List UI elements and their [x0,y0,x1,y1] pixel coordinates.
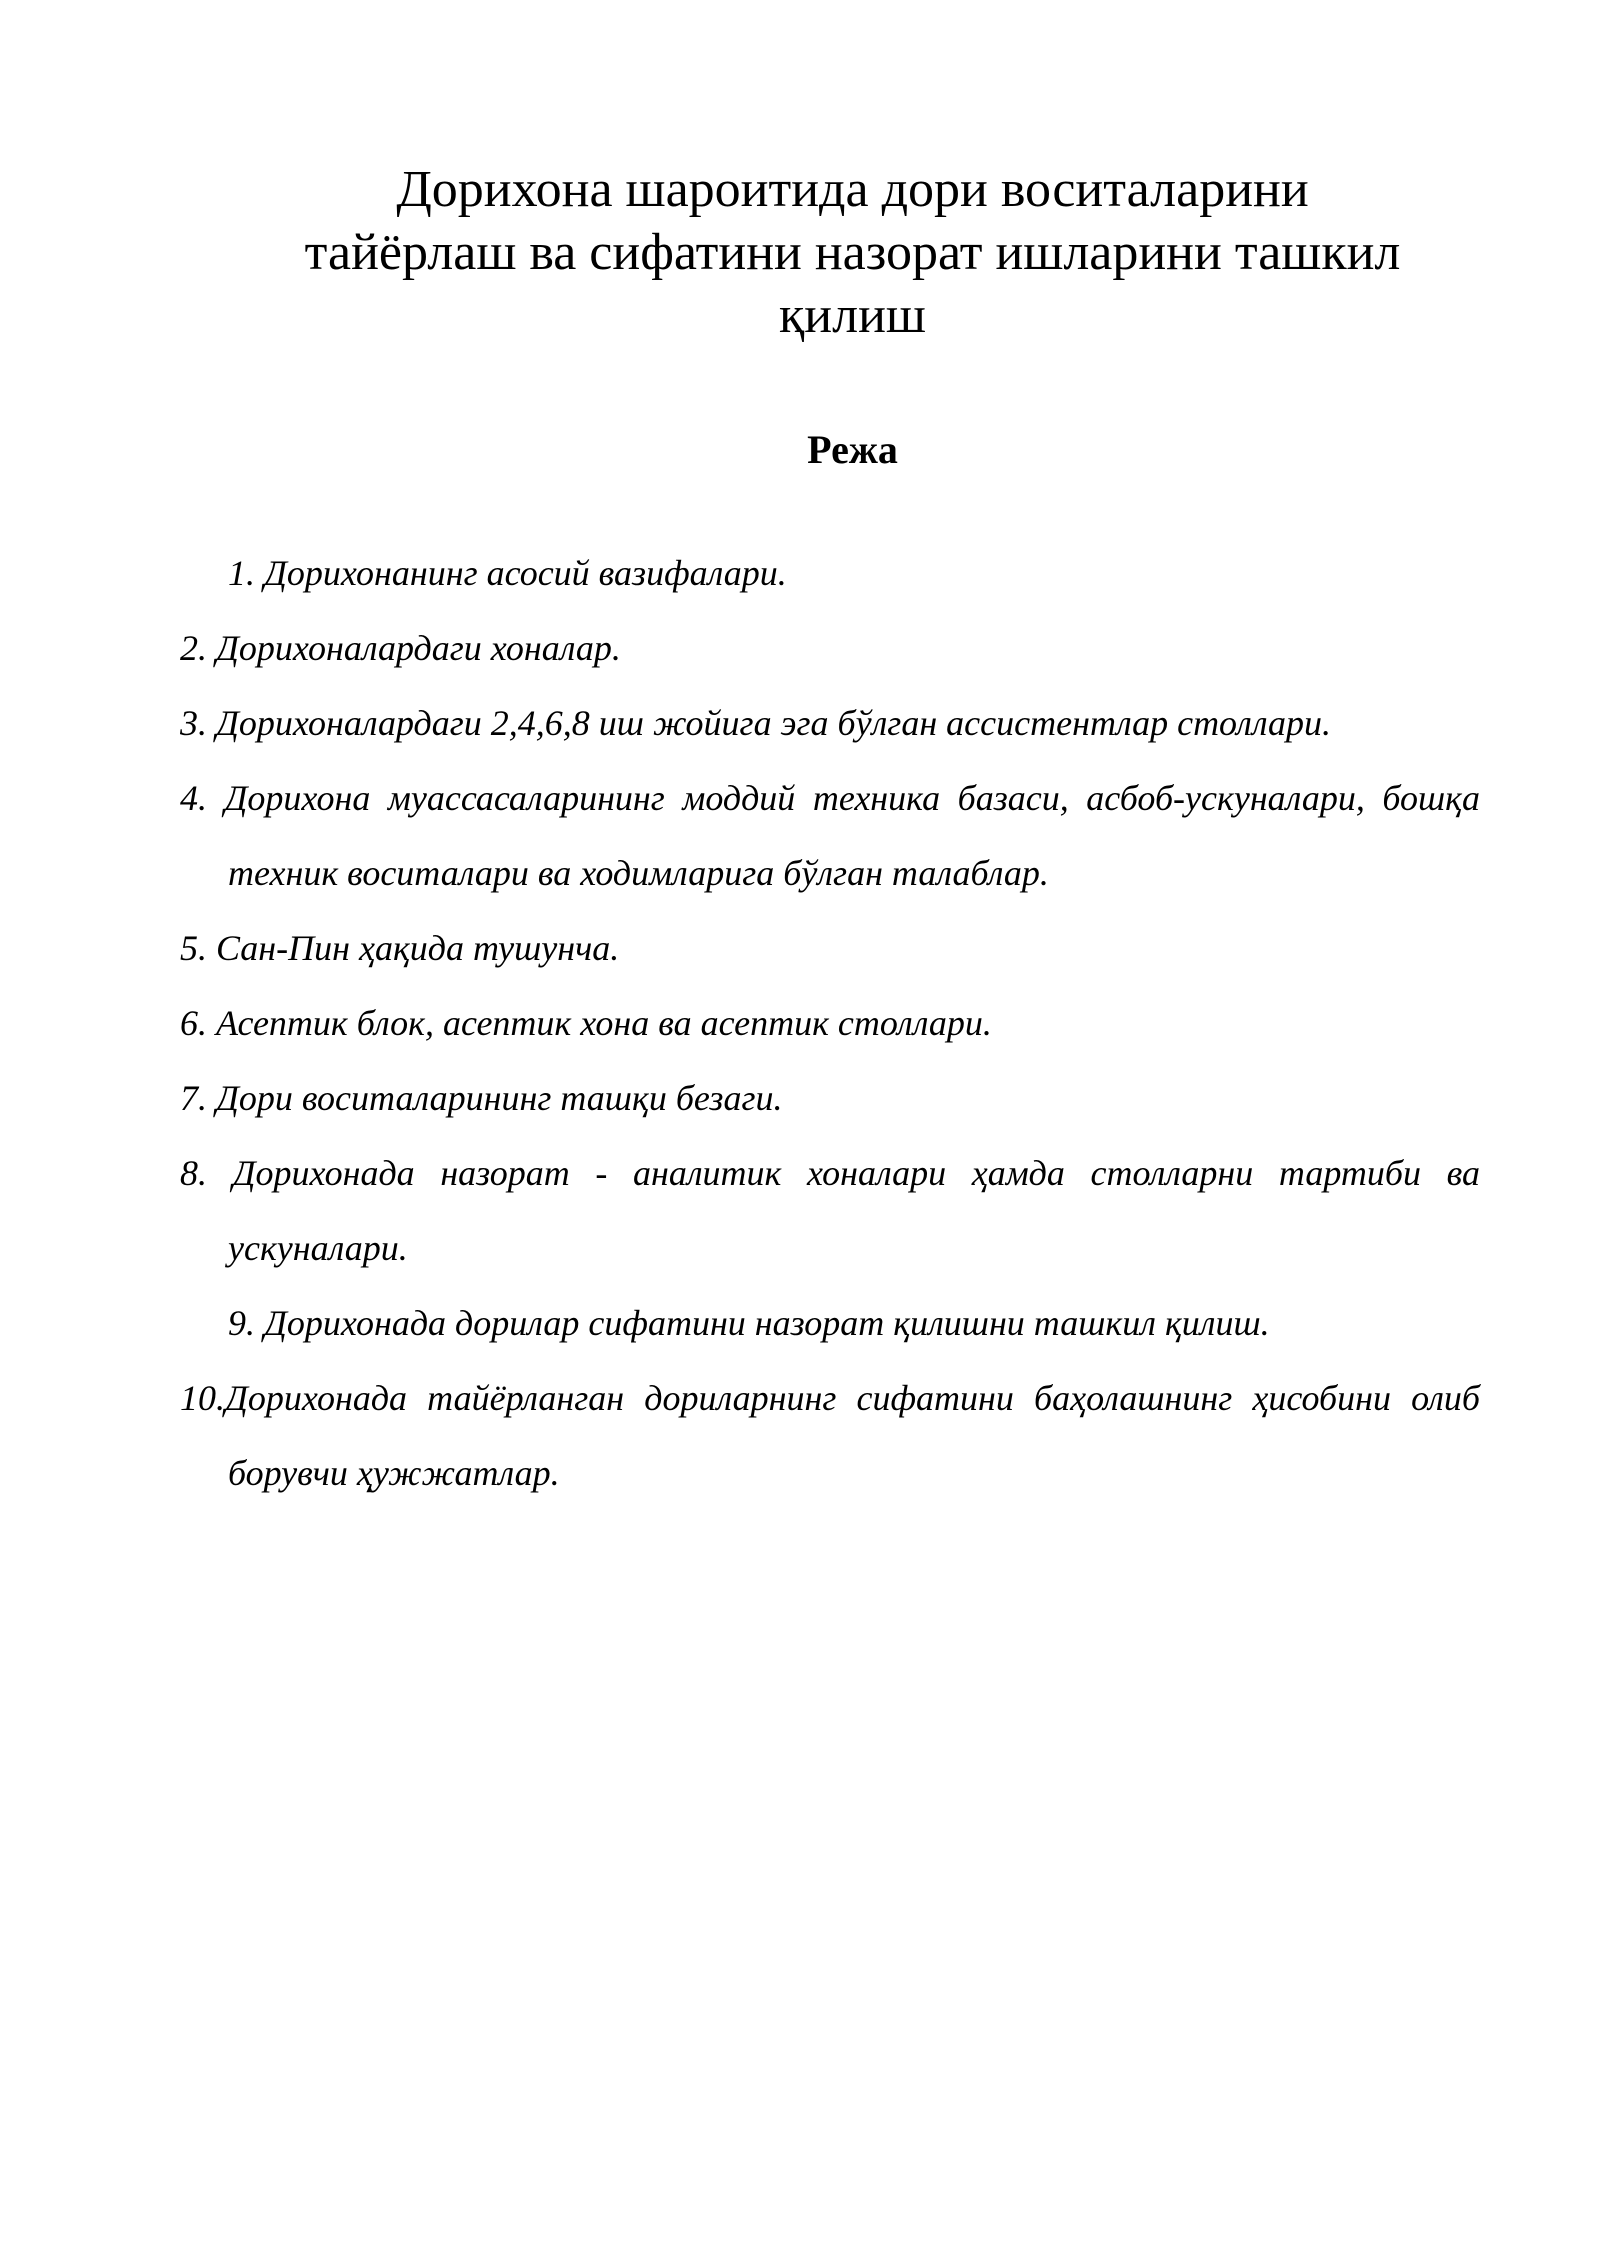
plan-item-3: 3. Дорихоналардаги 2,4,6,8 иш жойига эга бўлган ассистентлар столлари. [180,703,1331,743]
document-title [180,158,1525,347]
plan-item-7: 7. Дори воситаларининг ташқи безаги. [180,1078,783,1118]
title-line-2: тайёрлаш ва сифатини назорат ишларини ташкил [304,224,1401,281]
plan-item-9: 9. Дорихонада дорилар сифатини назорат қилишни ташкил қилиш. [228,1303,1270,1343]
title-line-3: қилиш [779,287,926,344]
plan-item-10: 10.Дорихонада тайёрланган дориларнинг сифатини баҳолашнинг ҳисобини олиб борувчи ҳужжатлар. [180,1378,1480,1493]
plan-heading: Режа [807,427,898,472]
plan-item-1: 1. Дорихонанинг асосий вазифалари. [228,553,787,593]
title-line-1: Дорихона шароитида дори воситаларини [396,161,1309,218]
plan-item-8: 8. Дорихонада назорат - аналитик хоналари ҳамда столларни тартиби ва ускуналари. [180,1153,1480,1268]
plan-item-2: 2. Дорихоналардаги хоналар. [180,628,621,668]
plan-item-4: 4. Дорихона муассасаларининг моддий техника базаси, асбоб-ускуналари, бошқа техник воситалари ва ходимларига бўлган талаблар. [180,778,1480,893]
plan-item-5: 5. Сан-Пин ҳақида тушунча. [180,928,620,968]
plan-item-6: 6. Асептик блок, асептик хона ва асептик столлари. [180,1003,992,1043]
plan-list [180,536,1480,1511]
